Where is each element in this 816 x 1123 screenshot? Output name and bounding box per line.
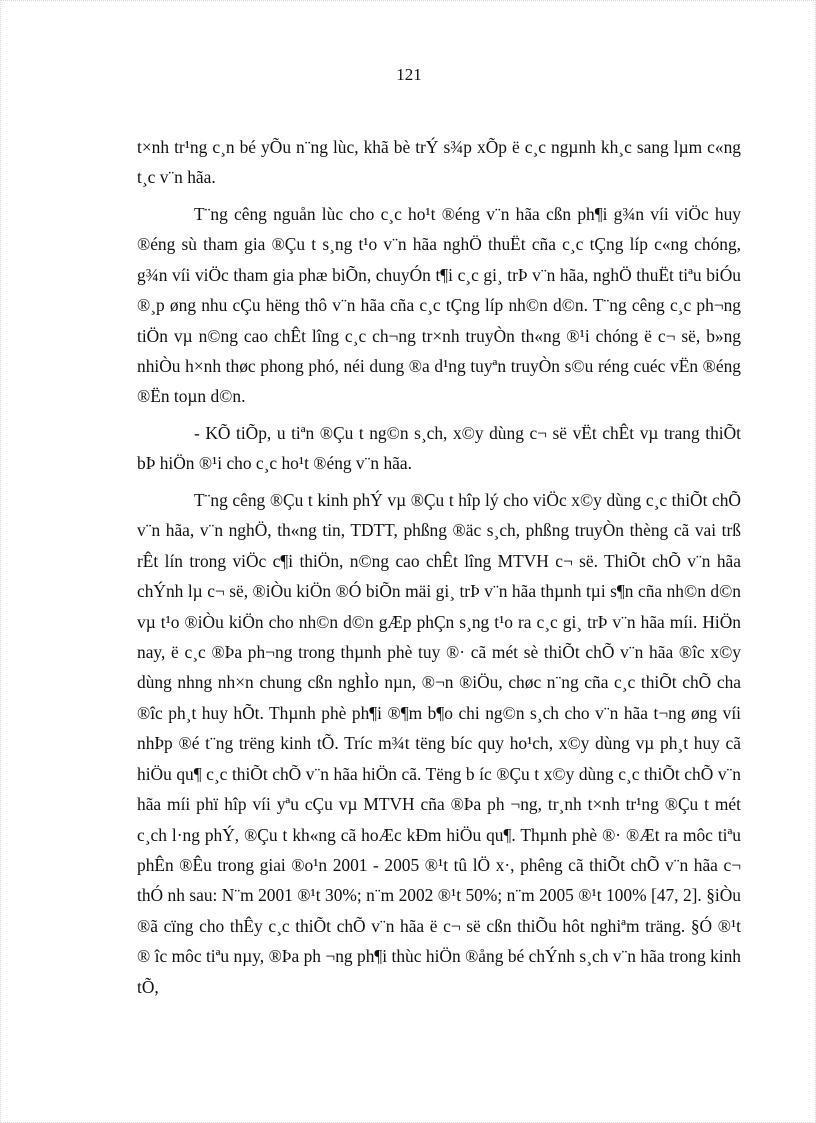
paragraph-investment-intro: - KÕ tiÕp, u tiªn ®Çu t ng©n s¸ch, x©y dùng c¬ së vËt chÊt vµ trang thiÕt bÞ hiÖn ®¹i cho c¸c ho¹t ®éng v¨n hãa. bbox=[137, 423, 741, 474]
paragraph-resources: T¨ng cêng nguån lùc cho c¸c ho¹t ®éng v¨n hãa cßn ph¶i g¾n víi viÖc huy ®éng sù tham gia ®Çu t s¸ng t¹o v¨n hãa nghÖ thuËt cña c¸c tÇng líp c«ng chóng, g¾n víi viÖc tham gia phæ biÕn, chuyÓn t¶i c¸c gi¸ trÞ v¨n hãa, nghÖ thuËt tiªu biÓu ®¸p øng nhu cÇu hëng thô v¨n hãa cña c¸c tÇng líp nh©n d©n. T¨ng cêng c¸c ph¬ng tiÖn vµ n©ng cao chÊt lîng c¸c ch¬ng tr×nh truyÒn th«ng ®¹i chóng ë c¬ së, b»ng nhiÒu h×nh thøc phong phó, néi dung ®a d¹ng tuyªn truyÒn s©u réng cuéc vËn ®éng ®Ën toµn d©n. bbox=[137, 204, 741, 407]
paragraph-cultural-institutions: T¨ng cêng ®Çu t kinh phÝ vµ ®Çu t hîp lý cho viÖc x©y dùng c¸c thiÕt chÕ v¨n hãa, v¨n nghÖ, th«ng tin, TDTT, phßng ®äc s¸ch, phßng truyÒn thèng cã vai trß rÊt lín trong viÖc c¶i thiÖn, n©ng cao chÊt lîng MTVH c¬ së. ThiÕt chÕ v¨n hãa chÝnh lµ c¬ së, ®iÒu kiÖn ®Ó biÕn mäi gi¸ trÞ v¨n hãa thµnh tµi s¶n cña nh©n d©n vµ t¹o ®iÒu kiÖn cho nh©n d©n gÆp phÇn s¸ng t¹o ra c¸c gi¸ trÞ v¨n hãa míi. HiÖn nay, ë c¸c ®Þa ph¬ng trong thµnh phè tuy ®· cã mét sè thiÕt chÕ v¨n hãa ®îc x©y dùng nhng nh×n chung cßn nghÌo nµn, ®¬n ®iÖu, chøc n¨ng cña c¸c thiÕt chÕ cha ®îc ph¸t huy hÕt. Thµnh phè ph¶i ®¶m b¶o chi ng©n s¸ch cho v¨n hãa t¬ng øng víi nhÞp ®é t¨ng trëng kinh tÕ. Tríc m¾t tëng bíc quy ho¹ch, x©y dùng vµ ph¸t huy cã hiÖu qu¶ c¸c thiÕt chÕ v¨n hãa hiÖn cã. Tëng b íc ®Çu t x©y dùng c¸c thiÕt chÕ v¨n hãa míi phï hîp víi yªu cÇu vµ MTVH cña ®Þa ph ¬ng, tr¸nh t×nh tr¹ng ®Çu t mét c¸ch l·ng phÝ, ®Çu t kh«ng cã hoÆc kÐm hiÖu qu¶. Thµnh phè ®· ®Æt ra môc tiªu phÊn ®Êu trong giai ®o¹n 2001 - 2005 ®¹t tû lÖ x·, phêng cã thiÕt chÕ v¨n hãa c¬ thÓ nh sau: N¨m 2001 ®¹t 30%; n¨m 2002 ®¹t 50%; n¨m 2005 ®¹t 100% [47, 2]. §iÒu ®ã cïng cho thÊy c¸c thiÕt chÕ v¨n hãa ë c¬ së cßn thiÕu hôt nghiªm träng. §Ó ®¹t ® îc môc tiªu nµy, ®Þa ph ¬ng ph¶i thùc hiÖn ®ång bé chÝnh s¸ch v¨n hãa trong kinh tÕ, bbox=[137, 490, 741, 997]
page-number: 121 bbox=[396, 65, 422, 84]
body-text bbox=[137, 132, 741, 1008]
paragraph-continuation: t×nh tr¹ng c¸n bé yÕu n¨ng lùc, khã bè trÝ s¾p xÕp ë c¸c ngµnh kh¸c sang lµm c«ng t¸c v¨n hãa. bbox=[137, 137, 741, 188]
